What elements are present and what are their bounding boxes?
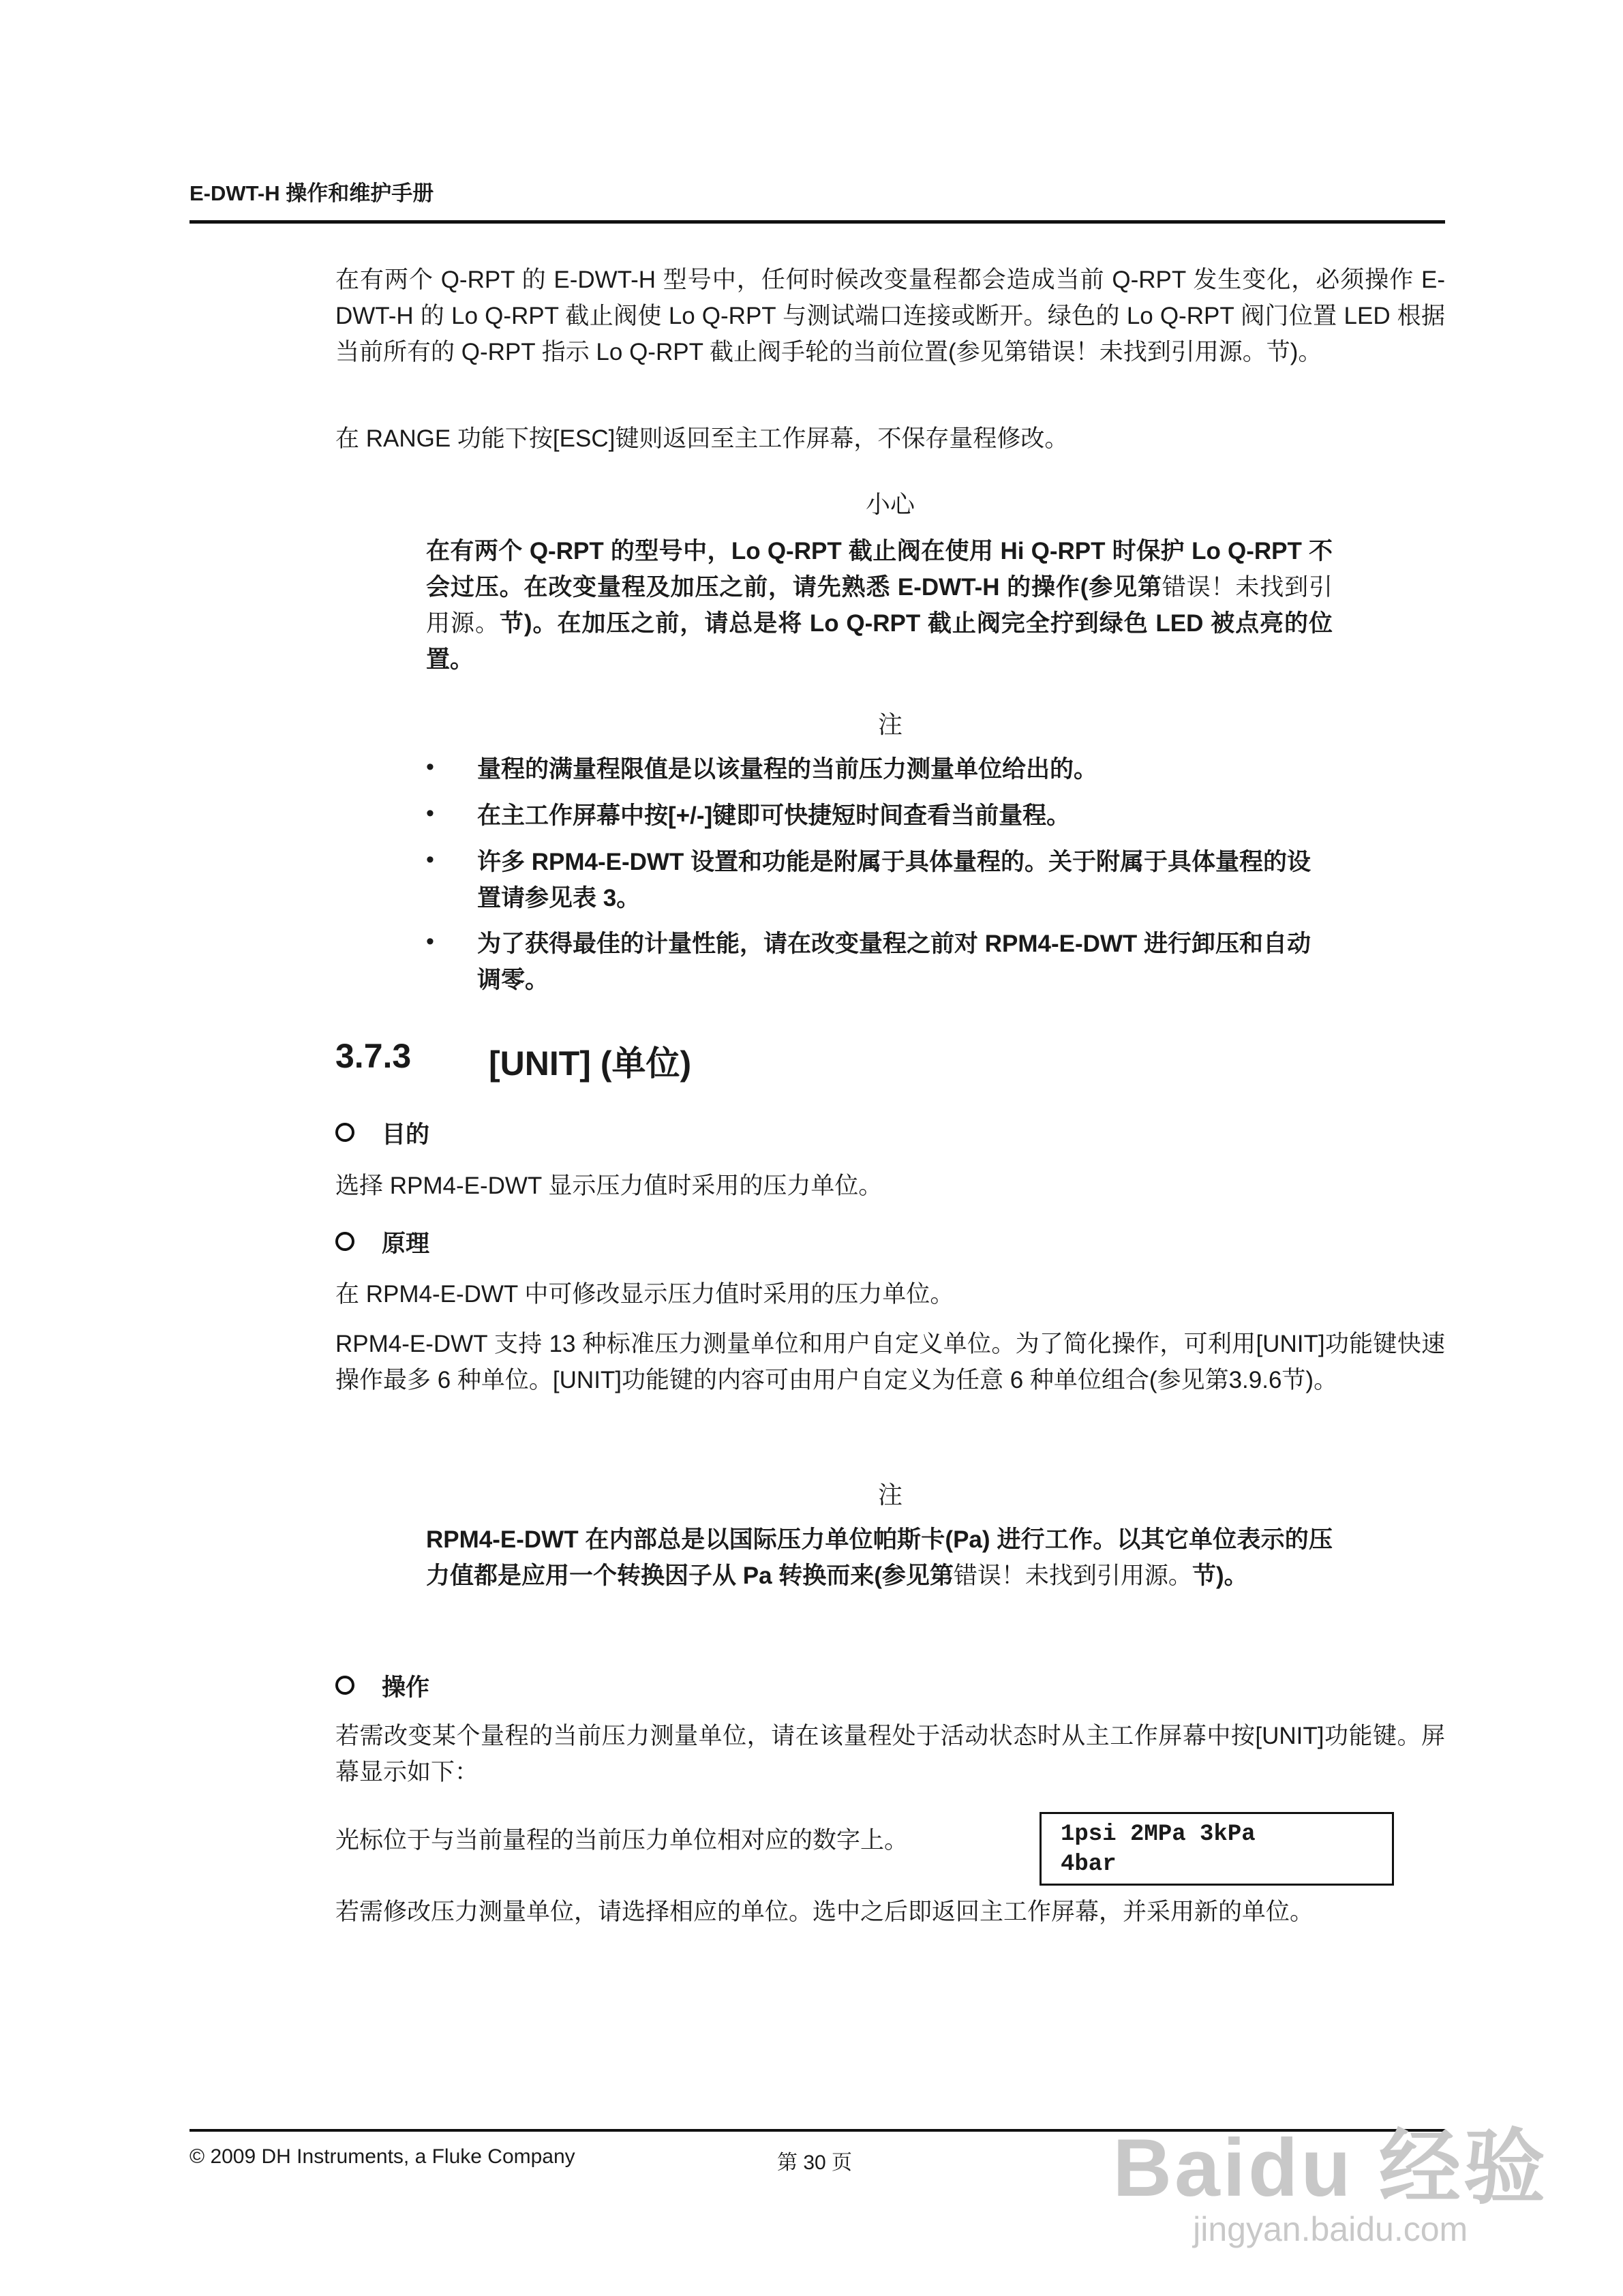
principle-text-1: 在 RPM4-E-DWT 中可修改显示压力值时采用的压力单位。	[335, 1281, 954, 1308]
paragraph-range-qrpt: 在有两个 Q-RPT 的 E-DWT-H 型号中，任何时候改变量程都会造成当前 Q-RPT 发生变化，必须操作 E-DWT-H 的 Lo Q-RPT 截止阀使 Lo Q-RPT 与测试端口连接或断开。绿色的 Lo Q-RPT 阀门位置 LED 根据当前所有的 Q-RPT 指示 Lo Q-RPT 截止阀手轮的当前位置(参见第错误！未找到引用源。节)。	[335, 267, 1445, 365]
footer-copyright: © 2009 DH Instruments, a Fluke Company	[189, 2145, 575, 2168]
caution-title: 小心	[865, 490, 915, 518]
section-number: 3.7.3	[335, 1037, 412, 1075]
watermark-url: jingyan.baidu.com	[1193, 2210, 1468, 2248]
note2-title: 注	[877, 1481, 902, 1509]
caution-heading	[335, 485, 1445, 520]
paragraph-esc: 在 RANGE 功能下按[ESC]键则返回至主工作屏幕，不保存量程修改。	[335, 425, 1069, 452]
baidu-watermark	[1112, 2122, 1548, 2250]
caution-reference-error: 错误！未找到引用源。	[426, 574, 1333, 637]
watermark-logo: Baidu 经验	[1112, 2122, 1548, 2214]
note1-item: 为了获得最佳的计量性能，请在改变量程之前对 RPM4-E-DWT 进行卸压和自动调零。	[477, 931, 1311, 993]
section-title: [UNIT] (单位)	[489, 1044, 692, 1083]
note1-bullet: •	[426, 800, 434, 826]
principle-label: 原理	[382, 1230, 430, 1257]
note1-item: 量程的满量程限值是以该量程的当前压力测量单位给出的。	[477, 756, 1098, 783]
lcd-line-2: 4bar	[1061, 1852, 1117, 1877]
purpose-label: 目的	[382, 1121, 430, 1148]
operation-text-3: 若需修改压力测量单位，请选择相应的单位。选中之后即返回主工作屏幕，并采用新的单位。	[335, 1899, 1314, 1925]
hollow-circle-bullet-icon	[335, 1123, 354, 1142]
note1-item: 许多 RPM4-E-DWT 设置和功能是附属于具体量程的。关于附属于具体量程的设置请参见表 3。	[477, 849, 1311, 911]
footer-page-number: 第 30 页	[777, 2151, 853, 2174]
purpose-text: 选择 RPM4-E-DWT 显示压力值时采用的压力单位。	[335, 1173, 883, 1199]
note2-text: RPM4-E-DWT 在内部总是以国际压力单位帕斯卡(Pa) 进行工作。以其它单位表示的压力值都是应用一个转换因子从 Pa 转换而来(参见第错误！未找到引用源。节)。	[426, 1526, 1333, 1589]
section-heading	[335, 1036, 692, 1083]
hollow-circle-bullet-icon	[335, 1232, 354, 1251]
hollow-circle-bullet-icon	[335, 1676, 354, 1695]
lcd-display	[1040, 1812, 1394, 1886]
operation-text-1: 若需改变某个量程的当前压力测量单位，请在该量程处于活动状态时从主工作屏幕中按[UNIT]功能键。屏幕显示如下：	[335, 1723, 1445, 1785]
lcd-line-1: 1psi 2MPa 3kPa	[1061, 1822, 1256, 1847]
operation-text-2: 光标位于与当前量程的当前压力单位相对应的数字上。	[335, 1827, 909, 1854]
note1-bullet: •	[426, 928, 434, 954]
note2-reference-error: 错误！未找到引用源。	[953, 1562, 1192, 1589]
caution-text: 在有两个 Q-RPT 的型号中，Lo Q-RPT 截止阀在使用 Hi Q-RPT 时保护 Lo Q-RPT 不会过压。在改变量程及加压之前，请先熟悉 E-DWT-H 的操作(参见第错误！未找到引用源。节)。在加压之前，请总是将 Lo Q-RPT 截止阀完全拧到绿色 LED 被点亮的位置。	[426, 538, 1333, 673]
principle-text-2: RPM4-E-DWT 支持 13 种标准压力测量单位和用户自定义单位。为了简化操作，可利用[UNIT]功能键快速操作最多 6 种单位。[UNIT]功能键的内容可由用户自定义为任意 6 种单位组合(参见第3.9.6节)。	[335, 1331, 1445, 1393]
note1-bullet: •	[426, 754, 434, 780]
operation-label: 操作	[382, 1674, 430, 1701]
note1-bullet: •	[426, 847, 434, 873]
header-rule	[189, 220, 1445, 224]
document-header: E-DWT-H 操作和维护手册	[189, 181, 434, 205]
note1-item: 在主工作屏幕中按[+/-]键即可快捷短时间查看当前量程。	[477, 802, 1071, 829]
note1-title: 注	[877, 710, 902, 738]
